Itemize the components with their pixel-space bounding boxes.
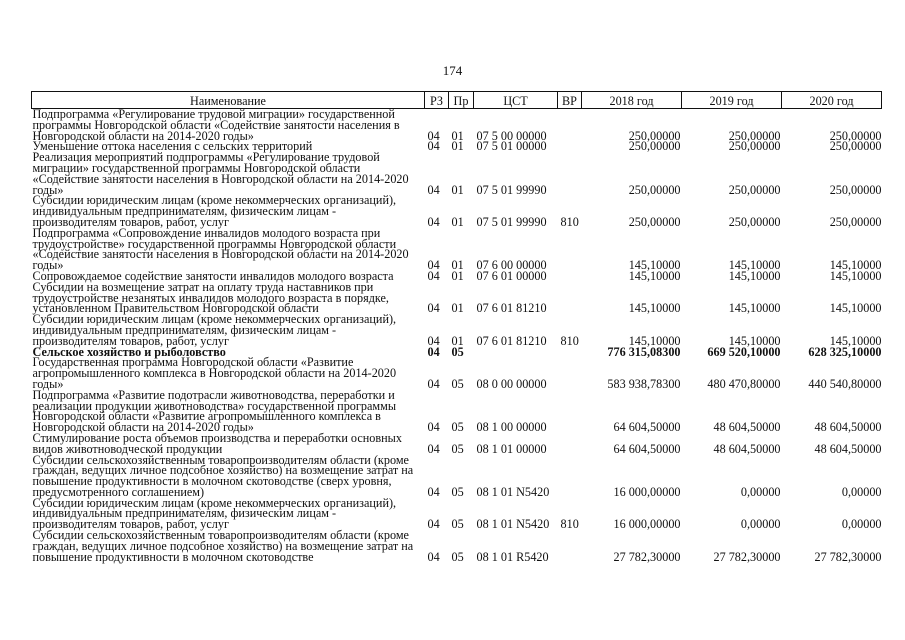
cell-2018: 64 604,50000 — [613, 420, 681, 435]
column-header-2019: 2019 год — [682, 92, 782, 109]
cell-rz: 04 — [427, 344, 440, 359]
column-header-rz: РЗ — [425, 92, 449, 109]
table-row — [32, 390, 882, 433]
table-row — [32, 282, 882, 314]
cell-name: Стимулирование роста объемов производства и переработки основных видов животноводческой продукции — [32, 430, 402, 456]
cell-2018: 250,00000 — [628, 128, 681, 143]
cell-pr: 01 — [451, 301, 464, 316]
column-header-pr: Пр — [449, 92, 474, 109]
cell-2020: 145,10000 — [829, 268, 882, 283]
cell-rz: 04 — [427, 258, 440, 273]
cell-2019: 145,10000 — [728, 301, 781, 316]
cell-2019: 250,00000 — [728, 182, 781, 197]
table-body — [32, 109, 882, 563]
cell-cst: 07 6 01 81210 — [476, 301, 547, 316]
cell-rz: 04 — [427, 139, 440, 154]
cell-2018: 145,10000 — [628, 258, 681, 273]
cell-2020: 250,00000 — [829, 139, 882, 154]
cell-rz: 04 — [427, 214, 440, 229]
cell-cst: 07 5 01 99990 — [476, 214, 547, 229]
cell-vr — [558, 530, 582, 562]
cell-pr: 05 — [451, 420, 464, 435]
page-number: 174 — [442, 63, 463, 78]
cell-2020: 145,10000 — [829, 333, 882, 348]
cell-2018: 145,10000 — [628, 301, 681, 316]
cell-2019: 0,00000 — [740, 484, 781, 499]
cell-vr — [558, 390, 582, 433]
cell-2020: 440 540,80000 — [808, 376, 882, 391]
cell-rz: 04 — [427, 420, 440, 435]
cell-2019: 145,10000 — [728, 333, 781, 348]
cell-name: Сельское хозяйство и рыболовство — [32, 344, 226, 359]
cell-cst: 08 1 00 00000 — [476, 420, 547, 435]
cell-2018: 16 000,00000 — [613, 484, 681, 499]
cell-name: Субсидии сельскохозяйственным товаропроизводителям области (кроме граждан, ведущих личное подсобное хозяйство) на возмещение затрат на повышение продуктивности в молочном скотоводстве (сверх уровня, предусмотренного соглашением) — [32, 452, 414, 499]
cell-pr: 05 — [451, 376, 464, 391]
cell-2019: 48 604,50000 — [713, 441, 781, 456]
cell-name: Субсидии сельскохозяйственным товаропроизводителям области (кроме граждан, ведущих личное подсобное хозяйство) на возмещение затрат на повышение продуктивности в молочном скотоводстве — [32, 528, 414, 564]
cell-pr: 05 — [451, 441, 464, 456]
cell-2019: 250,00000 — [728, 139, 781, 154]
cell-cst: 07 6 01 00000 — [476, 268, 547, 283]
cell-2019: 250,00000 — [728, 214, 781, 229]
cell-vr — [558, 152, 582, 195]
cell-rz: 04 — [427, 268, 440, 283]
cell-rz: 04 — [427, 376, 440, 391]
cell-vr: 810 — [560, 333, 579, 348]
cell-cst: 07 6 00 00000 — [476, 258, 547, 273]
cell-2019: 145,10000 — [728, 268, 781, 283]
cell-2018: 145,10000 — [628, 333, 681, 348]
budget-table — [31, 91, 882, 562]
cell-2019: 480 470,80000 — [707, 376, 781, 391]
cell-2020: 0,00000 — [841, 484, 882, 499]
cell-2020: 145,10000 — [829, 301, 882, 316]
cell-pr: 01 — [451, 139, 464, 154]
cell-name: Субсидии на возмещение затрат на оплату труда наставников при трудоустройстве незанятых инвалидов молодого возраста в порядке, установленном Правительством Новгородской области — [32, 279, 389, 316]
cell-2020: 628 325,10000 — [808, 344, 882, 359]
table-row — [32, 109, 882, 142]
cell-vr — [558, 455, 582, 498]
cell-2019: 669 520,10000 — [707, 344, 781, 359]
cell-cst — [474, 347, 558, 358]
cell-rz: 04 — [427, 517, 440, 532]
cell-pr: 05 — [451, 549, 464, 564]
cell-rz: 04 — [427, 333, 440, 348]
cell-2020: 250,00000 — [829, 182, 882, 197]
cell-name: Подпрограмма «Развитие подотрасли животноводства, переработки и реализации продукции животноводства» государственной программы Новгородской области «Развитие агропромышленного комплекса в Новгородской области на 2014-2020 годы» — [32, 387, 397, 435]
cell-2018: 145,10000 — [628, 268, 681, 283]
cell-rz: 04 — [427, 549, 440, 564]
cell-vr — [558, 109, 582, 142]
cell-rz: 04 — [427, 484, 440, 499]
cell-2020: 145,10000 — [829, 258, 882, 273]
column-header-name: Наименование — [32, 92, 425, 109]
cell-pr: 01 — [451, 214, 464, 229]
cell-2020: 250,00000 — [829, 214, 882, 229]
cell-pr: 05 — [451, 484, 464, 499]
cell-2020: 48 604,50000 — [814, 420, 882, 435]
cell-pr: 01 — [451, 333, 464, 348]
cell-pr: 01 — [451, 268, 464, 283]
cell-vr — [558, 228, 582, 271]
cell-cst: 07 5 00 00000 — [476, 128, 547, 143]
cell-cst: 07 5 01 00000 — [476, 139, 547, 154]
cell-cst: 08 1 01 N5420 — [476, 517, 550, 532]
cell-pr: 01 — [451, 182, 464, 197]
cell-name: Субсидии юридическим лицам (кроме некоммерческих организаций), индивидуальным предпринимателям, физическим лицам - производителям товаров, работ, услуг — [32, 495, 397, 532]
cell-2018: 583 938,78300 — [607, 376, 681, 391]
cell-name: Государственная программа Новгородской области «Развитие агропромышленного комплекса в Новгородской области на 2014-2020 годы» — [32, 355, 397, 391]
cell-2018: 250,00000 — [628, 214, 681, 229]
cell-rz: 04 — [427, 128, 440, 143]
table-header-row — [32, 92, 882, 109]
cell-cst: 08 0 00 00000 — [476, 376, 547, 391]
table-row — [32, 433, 882, 455]
cell-vr — [558, 141, 582, 152]
cell-cst: 07 5 01 99990 — [476, 182, 547, 197]
table-row — [32, 357, 882, 389]
cell-vr: 810 — [560, 517, 579, 532]
table-row — [32, 314, 882, 346]
cell-2020: 48 604,50000 — [814, 441, 882, 456]
cell-name: Субсидии юридическим лицам (кроме некоммерческих организаций), индивидуальным предпринимателям, физическим лицам - производителям товаров, работ, услуг — [32, 193, 397, 229]
cell-2020: 250,00000 — [829, 128, 882, 143]
cell-rz: 04 — [427, 441, 440, 456]
cell-pr: 01 — [451, 128, 464, 143]
cell-2020: 27 782,30000 — [814, 549, 882, 564]
column-header-cst: ЦСТ — [474, 92, 558, 109]
cell-2018: 250,00000 — [628, 139, 681, 154]
cell-pr: 05 — [451, 344, 464, 359]
cell-name: Подпрограмма «Сопровождение инвалидов молодого возраста при трудоустройстве» государственной программы Новгородской области «Содействие занятости населения в Новгородской области на 2014-2020 годы» — [32, 225, 409, 273]
cell-cst: 08 1 01 N5420 — [476, 484, 550, 499]
cell-pr: 05 — [451, 517, 464, 532]
cell-vr — [558, 357, 582, 389]
cell-vr — [558, 433, 582, 455]
cell-name: Подпрограмма «Регулирование трудовой миграции» государственной программы Новгородской области «Содействие занятости населения в Новгородской области на 2014-2020 годы» — [32, 107, 400, 143]
cell-2019: 250,00000 — [728, 128, 781, 143]
table-row — [32, 152, 882, 195]
cell-name: Сопровождаемое содействие занятости инвалидов молодого возраста — [32, 268, 394, 283]
cell-pr: 01 — [451, 258, 464, 273]
table-row — [32, 195, 882, 227]
cell-name: Уменьшение оттока населения с сельских территорий — [32, 139, 313, 154]
cell-vr — [558, 347, 582, 358]
cell-2018: 776 315,08300 — [607, 344, 681, 359]
table-row — [32, 455, 882, 498]
cell-name: Субсидии юридическим лицам (кроме некоммерческих организаций), индивидуальным предпринимателям, физическим лицам - производителям товаров, работ, услуг — [32, 312, 397, 348]
cell-2019: 27 782,30000 — [713, 549, 781, 564]
cell-rz: 04 — [427, 301, 440, 316]
cell-cst: 08 1 01 00000 — [476, 441, 547, 456]
cell-rz: 04 — [427, 182, 440, 197]
cell-2018: 64 604,50000 — [613, 441, 681, 456]
table-row — [32, 498, 882, 530]
cell-2019: 48 604,50000 — [713, 420, 781, 435]
table-row — [32, 530, 882, 562]
cell-vr: 810 — [560, 214, 579, 229]
column-header-vr: ВР — [558, 92, 582, 109]
cell-2019: 0,00000 — [740, 517, 781, 532]
cell-2018: 250,00000 — [628, 182, 681, 197]
cell-cst: 07 6 01 81210 — [476, 333, 547, 348]
cell-vr — [558, 282, 582, 314]
cell-cst: 08 1 01 R5420 — [476, 549, 549, 564]
cell-vr — [558, 271, 582, 282]
cell-2018: 27 782,30000 — [613, 549, 681, 564]
column-header-2020: 2020 год — [782, 92, 882, 109]
cell-2020: 0,00000 — [841, 517, 882, 532]
column-header-2018: 2018 год — [582, 92, 682, 109]
cell-name: Реализация мероприятий подпрограммы «Регулирование трудовой миграции» государственной программы Новгородской области «Содействие занятости населения в Новгородской области на 2014-2020 годы» — [32, 150, 409, 197]
table-row — [32, 228, 882, 271]
cell-2018: 16 000,00000 — [613, 517, 681, 532]
cell-2019: 145,10000 — [728, 258, 781, 273]
